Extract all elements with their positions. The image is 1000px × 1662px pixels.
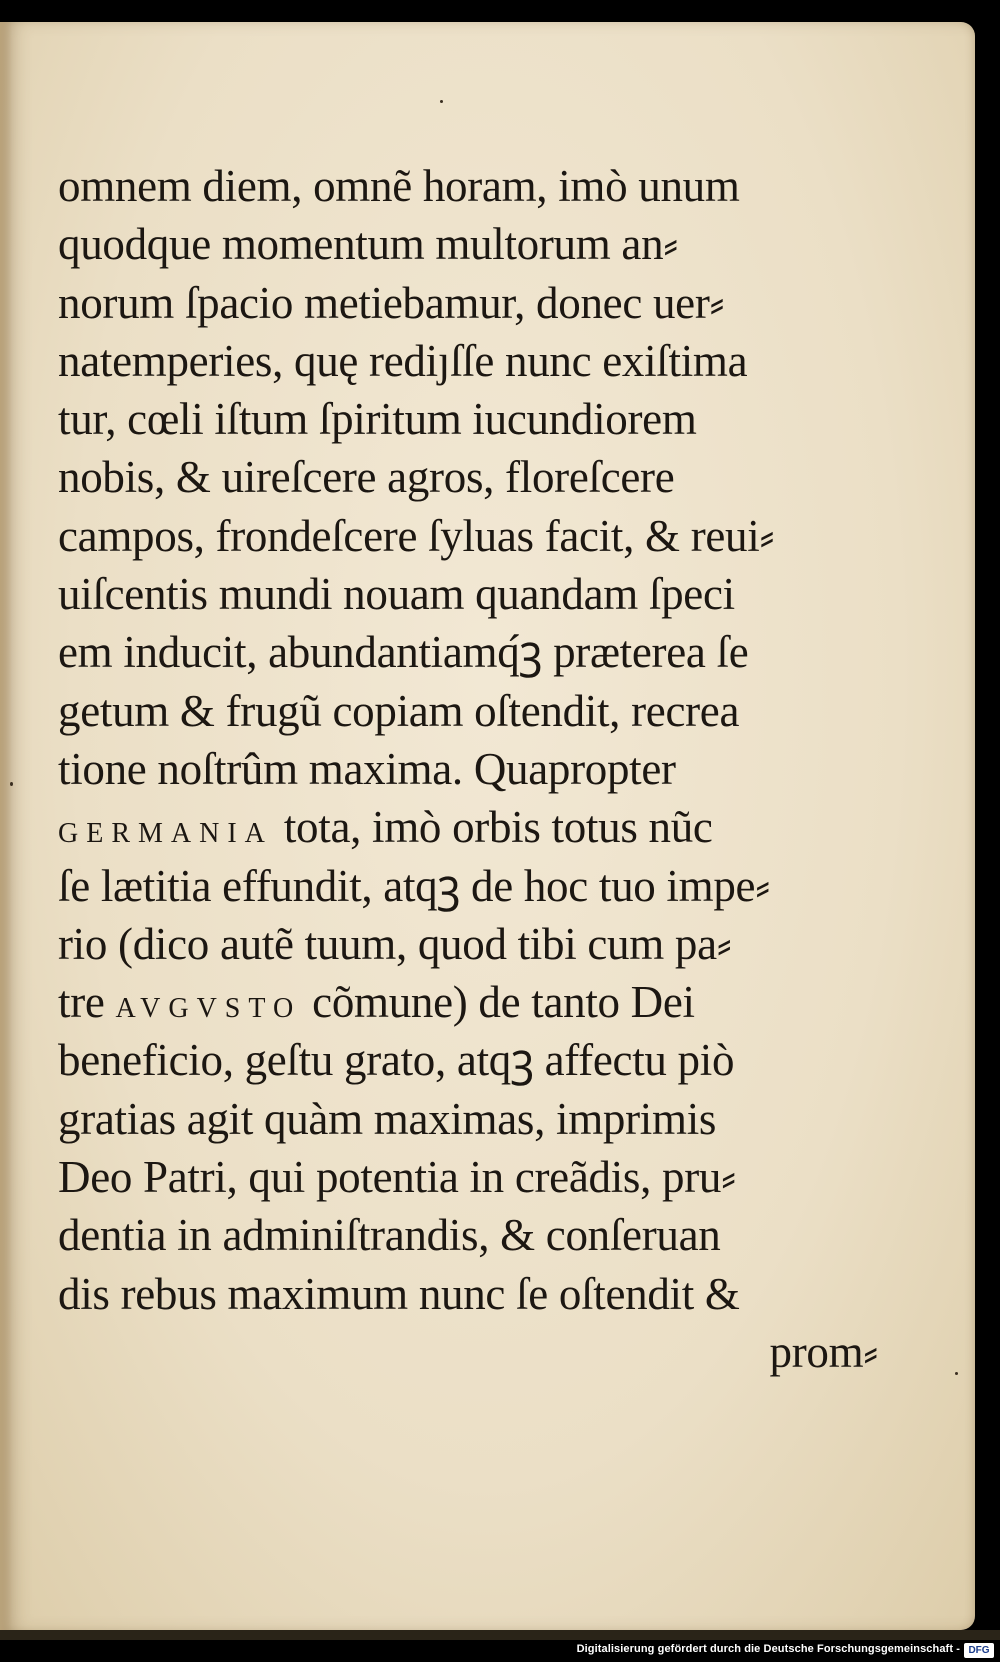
page-text-block bbox=[58, 157, 888, 1381]
digitization-footer bbox=[0, 1640, 1000, 1662]
scan-bottom-edge bbox=[0, 1630, 1000, 1640]
text-line-20: dis rebus maximum nunc ſe oſtendit & bbox=[58, 1268, 740, 1319]
text-line-15-start: tre bbox=[58, 977, 105, 1028]
text-line-1: omnem diem, omnẽ horam, imò unum bbox=[58, 161, 740, 211]
text-line-4: natemperies, quę rediȷſſe nunc exiſtima bbox=[58, 335, 748, 386]
smallcaps-augusto: AVGVSTO bbox=[115, 993, 302, 1025]
text-line-17: gratias agit quàm maximas, imprimis bbox=[58, 1093, 717, 1144]
text-line-6: nobis, & uireſcere agros, floreſcere bbox=[58, 452, 675, 503]
text-line-12 bbox=[58, 798, 888, 856]
page-gutter-shadow bbox=[0, 22, 12, 1630]
text-line-14: rio (dico autẽ tuum, quod tibi cum pa⸗ bbox=[58, 918, 732, 969]
book-page bbox=[0, 22, 975, 1630]
text-line-5: tur, cœli iſtum ſpiritum iucundiorem bbox=[58, 394, 697, 445]
text-line-15-rest: cõmune) de tanto Dei bbox=[312, 977, 695, 1028]
text-line-12-rest: tota, imò orbis totus nũc bbox=[283, 802, 713, 853]
text-line-19: dentia in adminiſtrandis, & conſeruan bbox=[58, 1210, 721, 1261]
text-line-15 bbox=[58, 973, 888, 1031]
text-line-10: getum & frugũ copiam oſtendit, recrea bbox=[58, 685, 740, 736]
smallcaps-germania: GERMANIA bbox=[58, 818, 273, 850]
paper-speck bbox=[10, 782, 13, 786]
dfg-logo-icon: DFG bbox=[964, 1643, 994, 1658]
catchword: prom⸗ bbox=[769, 1326, 878, 1377]
text-line-18: Deo Patri, qui potentia in creãdis, pru⸗ bbox=[58, 1152, 736, 1203]
text-line-7: campos, frondeſcere ſyluas facit, & reui⸗ bbox=[58, 510, 775, 561]
text-line-11: tione noſtrûm maxima. Quapropter bbox=[58, 743, 676, 794]
text-line-9: em inducit, abundantiamq́ꝫ præterea ſe bbox=[58, 627, 749, 678]
paper-speck bbox=[440, 100, 443, 103]
text-line-13: ſe lætitia effundit, atqꝫ de hoc tuo impe⸗ bbox=[58, 860, 770, 911]
text-line-8: uiſcentis mundi nouam quandam ſpeci bbox=[58, 569, 735, 620]
paper-speck bbox=[955, 1372, 958, 1375]
text-line-3: norum ſpacio metiebamur, donec uer⸗ bbox=[58, 277, 725, 328]
text-line-16: beneficio, geſtu grato, atqꝫ affectu piò bbox=[58, 1035, 735, 1086]
text-line-2: quodque momentum multorum an⸗ bbox=[58, 219, 678, 270]
footer-credit-text: Digitalisierung gefördert durch die Deutsche Forschungsgemeinschaft - bbox=[576, 1643, 960, 1655]
